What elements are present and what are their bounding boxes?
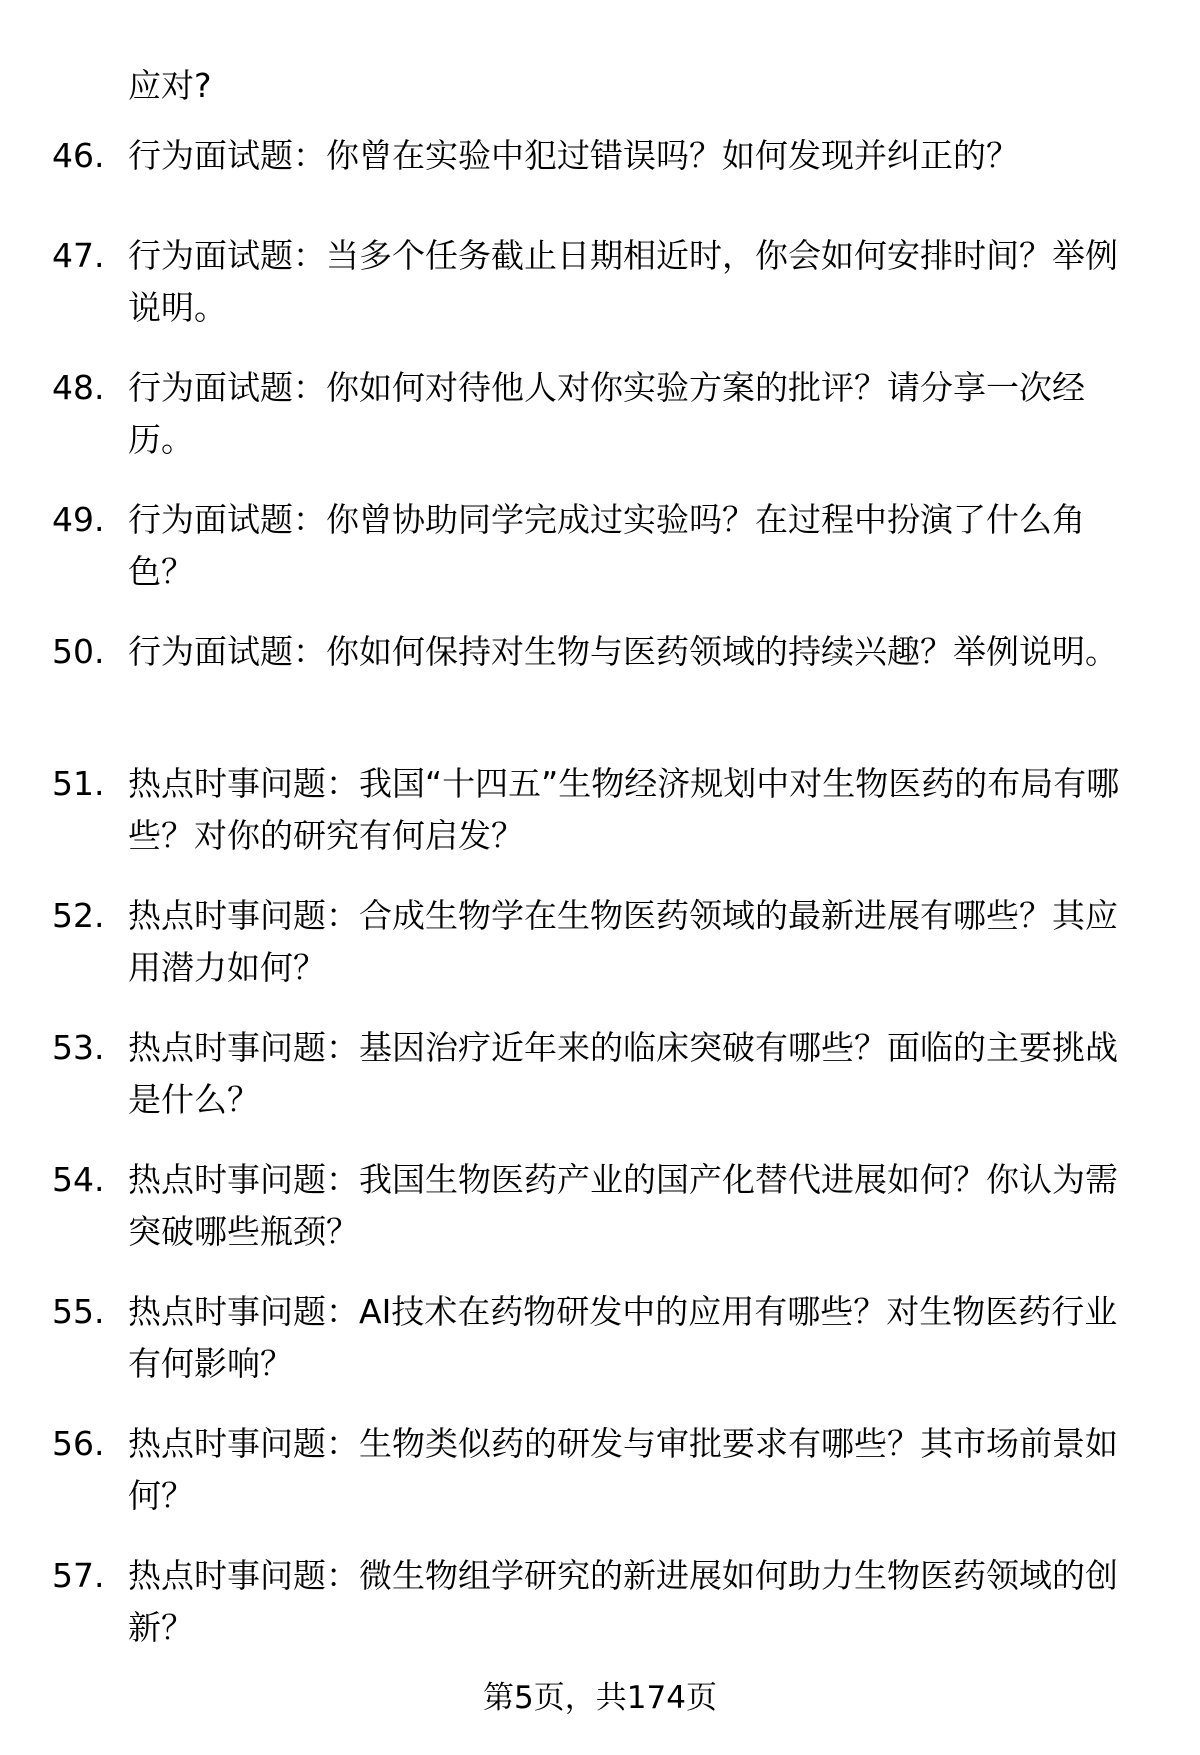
question-number: 47. xyxy=(52,236,105,275)
question-number: 57. xyxy=(52,1556,105,1595)
question-text: 热点时事问题：合成生物学在生物医药领域的最新进展有哪些？其应用潜力如何？ xyxy=(128,896,1118,987)
question-number: 49. xyxy=(52,500,105,539)
question-text: 热点时事问题：我国生物医药产业的国产化替代进展如何？你认为需突破哪些瓶颈？ xyxy=(128,1160,1118,1251)
question-number: 52. xyxy=(52,896,105,935)
question-text: 行为面试题：你如何保持对生物与医药领域的持续兴趣？举例说明。 xyxy=(128,632,1118,671)
question-number: 48. xyxy=(52,368,105,407)
question-text: 行为面试题：你曾协助同学完成过实验吗？在过程中扮演了什么角色？ xyxy=(128,500,1085,591)
question-number: 53. xyxy=(52,1028,105,1067)
page-footer: 第5页，共174页 xyxy=(483,1680,717,1716)
question-text: 行为面试题：当多个任务截止日期相近时，你会如何安排时间？举例说明。 xyxy=(128,236,1118,327)
question-number: 56. xyxy=(52,1424,105,1463)
question-text: 行为面试题：你如何对待他人对你实验方案的批评？请分享一次经历。 xyxy=(128,368,1085,459)
question-text: 热点时事问题：AI技术在药物研发中的应用有哪些？对生物医药行业有何影响？ xyxy=(128,1292,1118,1383)
question-text: 热点时事问题：基因治疗近年来的临床突破有哪些？面临的主要挑战是什么？ xyxy=(128,1028,1118,1119)
question-number: 55. xyxy=(52,1292,105,1331)
question-text: 热点时事问题：我国“十四五”生物经济规划中对生物医药的布局有哪些？对你的研究有何启发？ xyxy=(128,764,1120,855)
question-number: 50. xyxy=(52,632,105,671)
question-number: 46. xyxy=(52,136,105,175)
question-text: 热点时事问题：微生物组学研究的新进展如何助力生物医药领域的创新？ xyxy=(128,1556,1118,1647)
continuation-text: 应对? xyxy=(128,66,212,105)
question-text: 行为面试题：你曾在实验中犯过错误吗？如何发现并纠正的？ xyxy=(128,136,1019,175)
question-text: 热点时事问题：生物类似药的研发与审批要求有哪些？其市场前景如何？ xyxy=(128,1424,1118,1515)
question-number: 54. xyxy=(52,1160,105,1199)
question-number: 51. xyxy=(52,764,105,803)
